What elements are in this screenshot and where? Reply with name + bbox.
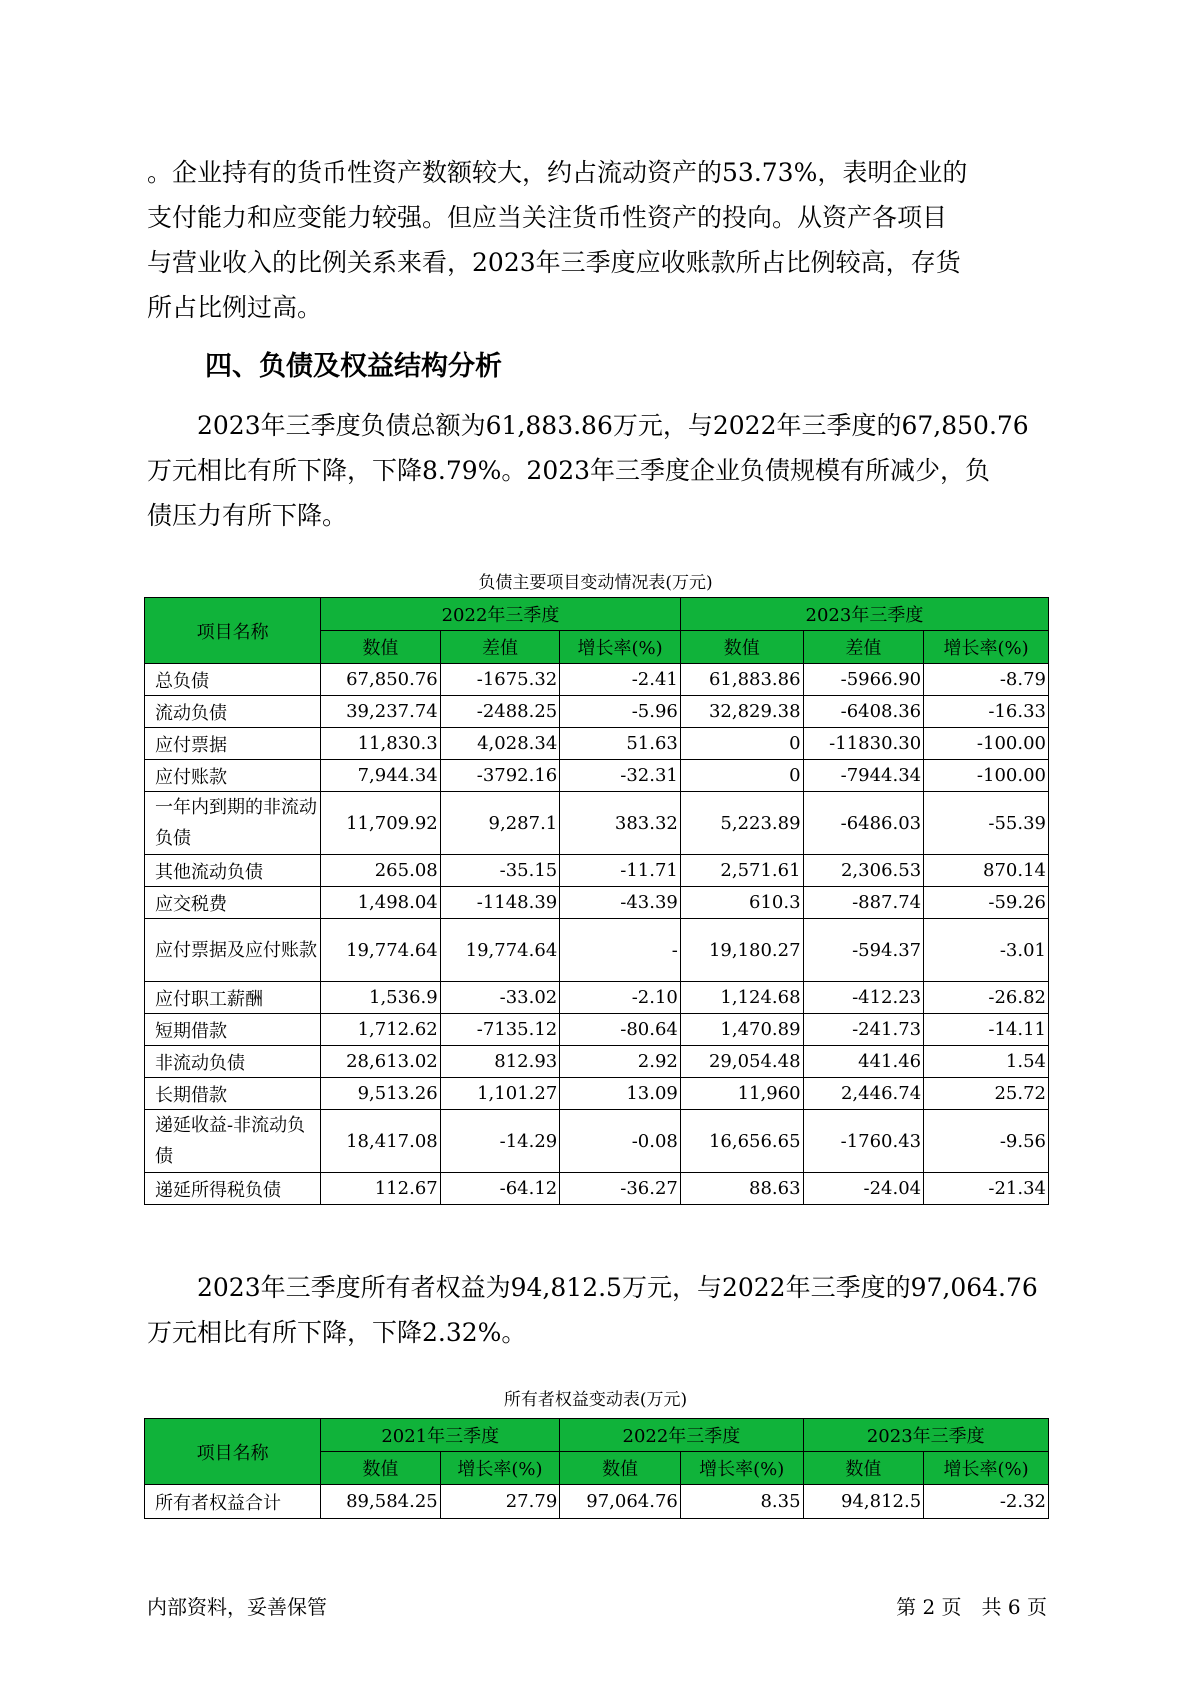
column-header-period: 2023年三季度	[680, 598, 1048, 631]
column-header-period: 2023年三季度	[803, 1419, 1048, 1452]
table-row	[145, 919, 1049, 982]
table-cell: 1,712.62	[321, 1014, 441, 1046]
table-cell: -241.73	[803, 1014, 924, 1046]
text-line: 与营业收入的比例关系来看，2023年三季度应收账款所占比例较高，存货	[147, 248, 961, 277]
row-label: 应付账款	[145, 760, 321, 792]
equity-table	[144, 1418, 1049, 1519]
table-cell: -887.74	[803, 887, 924, 919]
table-row	[145, 982, 1049, 1014]
table-cell: -35.15	[440, 855, 560, 887]
table-cell: -2.10	[560, 982, 681, 1014]
column-header-diff: 差值	[803, 631, 924, 664]
table-cell: 19,774.64	[440, 919, 560, 982]
table-row	[145, 1046, 1049, 1078]
row-label: 总负债	[145, 664, 321, 696]
table-cell: 88.63	[680, 1173, 803, 1205]
table-cell: 1,101.27	[440, 1078, 560, 1110]
table-cell: -1148.39	[440, 887, 560, 919]
table-row	[145, 664, 1049, 696]
column-header-growth: 增长率(%)	[680, 1452, 803, 1485]
table-cell: 265.08	[321, 855, 441, 887]
table-cell: -3792.16	[440, 760, 560, 792]
column-header-name: 项目名称	[145, 598, 321, 664]
table-cell: -100.00	[924, 760, 1049, 792]
table-row	[145, 1173, 1049, 1205]
column-header-growth: 增长率(%)	[924, 631, 1049, 664]
table-cell: 1,498.04	[321, 887, 441, 919]
table-cell: 2,306.53	[803, 855, 924, 887]
table-cell: 97,064.76	[560, 1485, 681, 1519]
column-header-value: 数值	[803, 1452, 924, 1485]
table-cell: 29,054.48	[680, 1046, 803, 1078]
column-header-period: 2022年三季度	[560, 1419, 803, 1452]
table-row	[145, 855, 1049, 887]
table-cell: -64.12	[440, 1173, 560, 1205]
table-cell: -33.02	[440, 982, 560, 1014]
column-header-diff: 差值	[440, 631, 560, 664]
table-cell: -7944.34	[803, 760, 924, 792]
table-cell: -14.29	[440, 1110, 560, 1173]
text-line: 万元相比有所下降，下降2.32%。	[147, 1318, 527, 1347]
table-cell: 94,812.5	[803, 1485, 924, 1519]
table-cell: -24.04	[803, 1173, 924, 1205]
table-cell: 11,709.92	[321, 792, 441, 855]
table-cell: 19,180.27	[680, 919, 803, 982]
table-cell: -100.00	[924, 728, 1049, 760]
table-cell: -2488.25	[440, 696, 560, 728]
row-label: 长期借款	[145, 1078, 321, 1110]
table-cell: -3.01	[924, 919, 1049, 982]
table-cell: 7,944.34	[321, 760, 441, 792]
table-cell: 39,237.74	[321, 696, 441, 728]
table-cell: 61,883.86	[680, 664, 803, 696]
table-caption-liabilities: 负债主要项目变动情况表(万元)	[478, 573, 713, 593]
table-cell: -16.33	[924, 696, 1049, 728]
table-cell: -14.11	[924, 1014, 1049, 1046]
column-header-growth: 增长率(%)	[560, 631, 681, 664]
row-label: 递延收益-非流动负债	[145, 1110, 321, 1173]
table-row	[145, 728, 1049, 760]
table-cell: 2.92	[560, 1046, 681, 1078]
table-cell: 27.79	[440, 1485, 560, 1519]
table-cell: 9,513.26	[321, 1078, 441, 1110]
table-cell: -2.32	[924, 1485, 1049, 1519]
table-cell: 4,028.34	[440, 728, 560, 760]
table-row	[145, 1110, 1049, 1173]
table-cell: 28,613.02	[321, 1046, 441, 1078]
table-row	[145, 1014, 1049, 1046]
table-row	[145, 1485, 1049, 1519]
table-cell: 2,446.74	[803, 1078, 924, 1110]
table-cell: -7135.12	[440, 1014, 560, 1046]
table-cell: 25.72	[924, 1078, 1049, 1110]
row-label: 非流动负债	[145, 1046, 321, 1078]
table-cell: 1.54	[924, 1046, 1049, 1078]
column-header-growth: 增长率(%)	[924, 1452, 1049, 1485]
text-line: 万元相比有所下降，下降8.79%。2023年三季度企业负债规模有所减少，负	[147, 456, 991, 485]
footer-confidential-note: 内部资料，妥善保管	[147, 1595, 327, 1619]
table-cell: 812.93	[440, 1046, 560, 1078]
text-line: 所占比例过高。	[147, 293, 323, 322]
column-header-name: 项目名称	[145, 1419, 321, 1485]
column-header-period: 2022年三季度	[321, 598, 681, 631]
table-row	[145, 792, 1049, 855]
table-cell: 2,571.61	[680, 855, 803, 887]
table-cell: 1,124.68	[680, 982, 803, 1014]
table-cell: -21.34	[924, 1173, 1049, 1205]
table-row	[145, 887, 1049, 919]
row-label: 其他流动负债	[145, 855, 321, 887]
table-cell: 67,850.76	[321, 664, 441, 696]
table-cell: 32,829.38	[680, 696, 803, 728]
table-cell: -11830.30	[803, 728, 924, 760]
table-cell: -8.79	[924, 664, 1049, 696]
paragraph-liabilities-summary	[147, 403, 1077, 538]
table-cell: -6408.36	[803, 696, 924, 728]
table-cell: -0.08	[560, 1110, 681, 1173]
text-line: 。企业持有的货币性资产数额较大，约占流动资产的53.73%，表明企业的	[147, 158, 968, 187]
table-cell: 5,223.89	[680, 792, 803, 855]
table-cell: -59.26	[924, 887, 1049, 919]
row-label: 一年内到期的非流动负债	[145, 792, 321, 855]
row-label: 应付职工薪酬	[145, 982, 321, 1014]
table-cell: 383.32	[560, 792, 681, 855]
table-cell: 1,470.89	[680, 1014, 803, 1046]
table-cell: -43.39	[560, 887, 681, 919]
table-cell: 112.67	[321, 1173, 441, 1205]
text-line: 2023年三季度负债总额为61,883.86万元，与2022年三季度的67,850.76	[147, 411, 1029, 440]
table-cell: 16,656.65	[680, 1110, 803, 1173]
table-row	[145, 1078, 1049, 1110]
table-row	[145, 760, 1049, 792]
table-cell: -594.37	[803, 919, 924, 982]
table-cell: 9,287.1	[440, 792, 560, 855]
row-label: 应付票据及应付账款	[145, 919, 321, 982]
table-cell: 1,536.9	[321, 982, 441, 1014]
text-line: 债压力有所下降。	[147, 501, 348, 530]
table-cell: -9.56	[924, 1110, 1049, 1173]
table-cell: -2.41	[560, 664, 681, 696]
text-line: 支付能力和应变能力较强。但应当关注货币性资产的投向。从资产各项目	[147, 203, 948, 232]
table-cell: 8.35	[680, 1485, 803, 1519]
table-cell: 610.3	[680, 887, 803, 919]
row-label: 流动负债	[145, 696, 321, 728]
table-cell: -1675.32	[440, 664, 560, 696]
table-cell: -11.71	[560, 855, 681, 887]
table-cell: -412.23	[803, 982, 924, 1014]
footer-page-number: 第 2 页 共 6 页	[896, 1595, 1047, 1619]
liabilities-table	[144, 597, 1049, 1205]
table-cell: -26.82	[924, 982, 1049, 1014]
table-cell: 51.63	[560, 728, 681, 760]
table-cell: -5966.90	[803, 664, 924, 696]
table-cell: 11,830.3	[321, 728, 441, 760]
table-cell: 441.46	[803, 1046, 924, 1078]
row-label: 递延所得税负债	[145, 1173, 321, 1205]
table-cell: -36.27	[560, 1173, 681, 1205]
column-header-value: 数值	[560, 1452, 681, 1485]
row-label: 所有者权益合计	[145, 1485, 321, 1519]
row-label: 应付票据	[145, 728, 321, 760]
row-label: 应交税费	[145, 887, 321, 919]
column-header-value: 数值	[680, 631, 803, 664]
table-cell: 11,960	[680, 1078, 803, 1110]
table-cell: -55.39	[924, 792, 1049, 855]
column-header-value: 数值	[321, 1452, 441, 1485]
section-heading: 四、负债及权益结构分析	[205, 351, 502, 382]
table-cell: -	[560, 919, 681, 982]
table-cell: -1760.43	[803, 1110, 924, 1173]
table-cell: 13.09	[560, 1078, 681, 1110]
table-cell: -5.96	[560, 696, 681, 728]
column-header-value: 数值	[321, 631, 441, 664]
table-row	[145, 696, 1049, 728]
paragraph-equity-summary	[147, 1265, 1077, 1355]
table-cell: -6486.03	[803, 792, 924, 855]
row-label: 短期借款	[145, 1014, 321, 1046]
table-cell: -80.64	[560, 1014, 681, 1046]
table-cell: 19,774.64	[321, 919, 441, 982]
table-cell: 89,584.25	[321, 1485, 441, 1519]
column-header-period: 2021年三季度	[321, 1419, 560, 1452]
table-cell: 18,417.08	[321, 1110, 441, 1173]
column-header-growth: 增长率(%)	[440, 1452, 560, 1485]
table-caption-equity: 所有者权益变动表(万元)	[503, 1390, 688, 1410]
table-cell: 0	[680, 760, 803, 792]
text-line: 2023年三季度所有者权益为94,812.5万元，与2022年三季度的97,064.76	[147, 1273, 1038, 1302]
table-cell: -32.31	[560, 760, 681, 792]
paragraph-assets-summary	[147, 150, 1077, 330]
table-cell: 0	[680, 728, 803, 760]
table-cell: 870.14	[924, 855, 1049, 887]
